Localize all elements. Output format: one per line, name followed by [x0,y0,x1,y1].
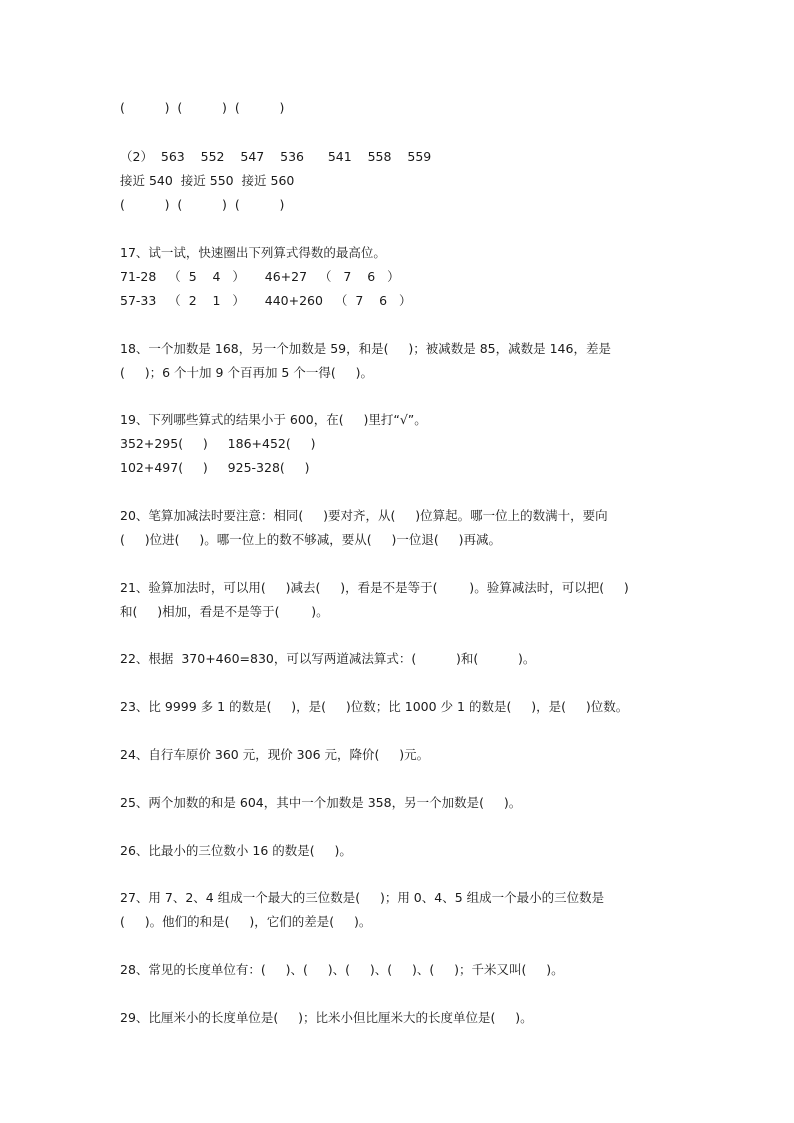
answer-blanks-row-1: ( ) ( ) ( ) [120,100,285,115]
question-19-row-2: 102+497( ) 925-328( ) [120,460,310,475]
question-19-row-1: 352+295( ) 186+452( ) [120,436,316,451]
question-20-line-1: 20、笔算加减法时要注意：相同( )要对齐，从( )位算起。哪一位上的数满十，要向 [120,508,608,523]
question-25: 25、两个加数的和是 604，其中一个加数是 358，另一个加数是( )。 [120,795,522,810]
question-18-line-1: 18、一个加数是 168，另一个加数是 59，和是( )；被减数是 85，减数是 146，差是 [120,341,611,356]
question-22: 22、根据 370+460=830，可以写两道减法算式：( )和( )。 [120,651,536,666]
question-16-part-2-categories: 接近 540 接近 550 接近 560 [120,173,295,188]
question-18-line-2: ( )；6 个十加 9 个百再加 5 个一得( )。 [120,365,373,380]
question-19-title: 19、下列哪些算式的结果小于 600，在( )里打“√”。 [120,412,427,427]
question-26: 26、比最小的三位数小 16 的数是( )。 [120,843,352,858]
question-29: 29、比厘米小的长度单位是( )；比米小但比厘米大的长度单位是( )。 [120,1010,533,1025]
question-23: 23、比 9999 多 1 的数是( )，是( )位数；比 1000 少 1 的数是( )，是( )位数。 [120,699,629,714]
question-27-line-1: 27、用 7、2、4 组成一个最大的三位数是( )；用 0、4、5 组成一个最小的三位数是 [120,890,605,905]
question-20-line-2: ( )位进( )。哪一位上的数不够减，要从( )一位退( )再减。 [120,532,501,547]
question-21-line-1: 21、验算加法时，可以用( )减去( )，看是不是等于( )。验算减法时，可以把( ) [120,580,629,595]
question-27-line-2: ( )。他们的和是( )，它们的差是( )。 [120,914,372,929]
question-17-row-2: 57-33 （ 2 1 ） 440+260 （ 7 6 ） [120,293,412,308]
question-28: 28、常见的长度单位有：( )、( )、( )、( )、( )；千米又叫( )。 [120,962,564,977]
question-17-row-1: 71-28 （ 5 4 ） 46+27 （ 7 6 ） [120,269,400,284]
answer-blanks-row-2: ( ) ( ) ( ) [120,197,285,212]
question-21-line-2: 和( )相加，看是不是等于( )。 [120,604,329,619]
question-16-part-2-numbers: （2） 563 552 547 536 541 558 559 [120,149,432,164]
question-17-title: 17、试一试，快速圈出下列算式得数的最高位。 [120,245,386,260]
question-24: 24、自行车原价 360 元，现价 306 元，降价( )元。 [120,747,430,762]
